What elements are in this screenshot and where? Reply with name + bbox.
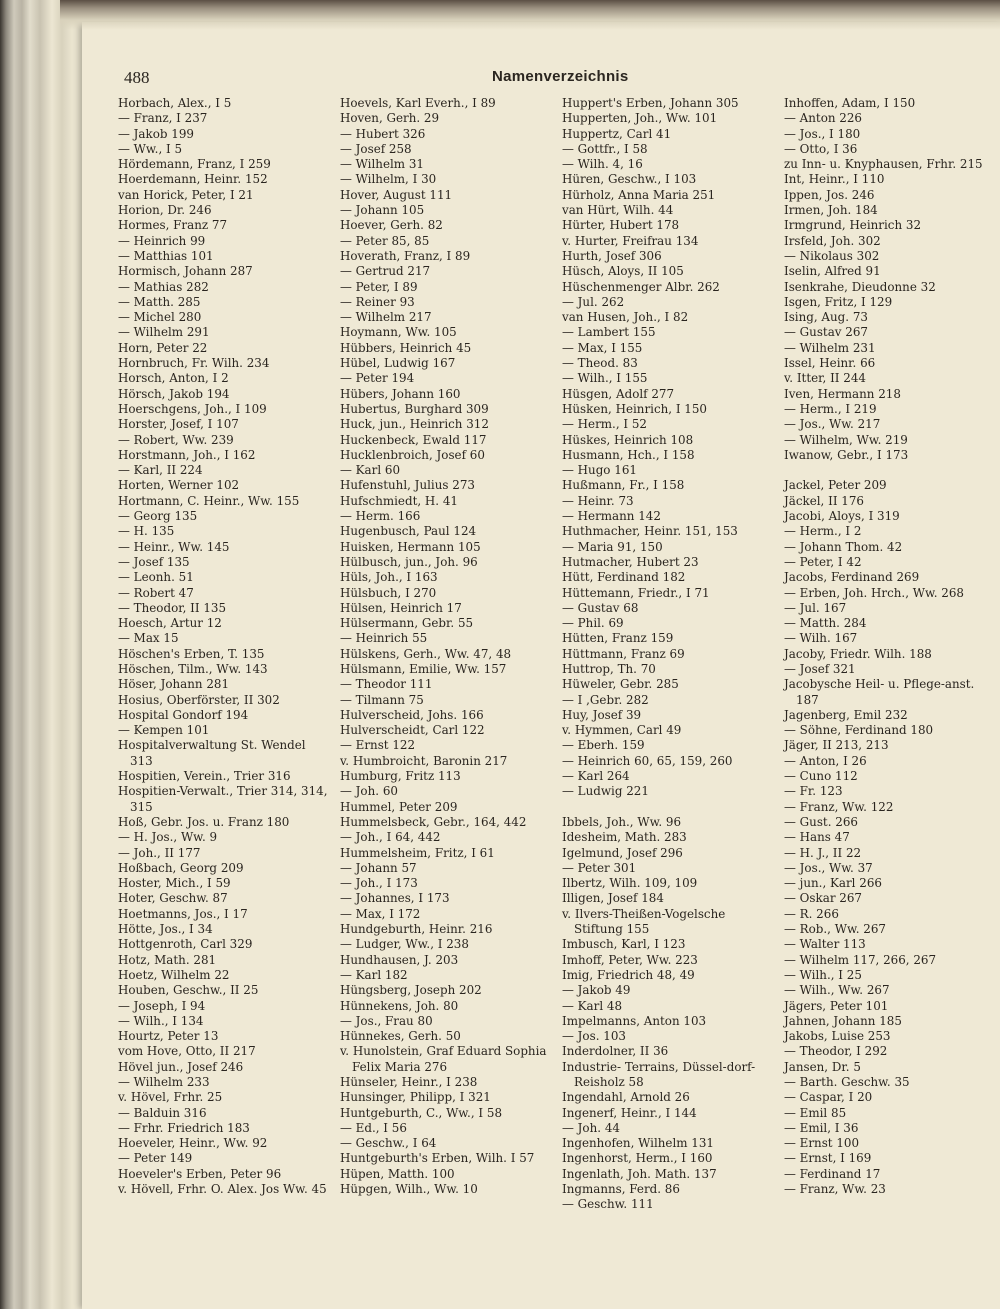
index-entry: — Max, I 155 <box>562 340 643 355</box>
index-entry: Hoß, Gebr. Jos. u. Franz 180 <box>118 814 290 829</box>
index-entry: — Theodor, I 292 <box>784 1044 888 1059</box>
index-entry: — Robert, Ww. 239 <box>118 432 234 447</box>
index-entry: Hospitien-Verwalt., Trier 314, 314, 315 <box>118 784 328 814</box>
index-entry: Horstmann, Joh., I 162 <box>118 447 256 462</box>
index-entry: Jägers, Peter 101 <box>784 998 889 1013</box>
index-entry: — Lambert 155 <box>562 325 656 340</box>
index-entry: — Wilh., Ww. 267 <box>784 983 890 998</box>
index-entry: Hoeveler, Heinr., Ww. 92 <box>118 1136 268 1151</box>
index-entry: Horsch, Anton, I 2 <box>118 371 229 386</box>
index-entry: Iven, Hermann 218 <box>784 386 901 401</box>
index-entry: Issel, Heinr. 66 <box>784 356 876 371</box>
index-entry: — Emil 85 <box>784 1105 847 1120</box>
index-entry: — Heinr. 73 <box>562 493 634 508</box>
index-entry: van Horick, Peter, I 21 <box>118 187 254 202</box>
index-entry: Hugenbusch, Paul 124 <box>340 524 477 539</box>
index-entry: — Jul. 167 <box>784 600 847 615</box>
index-entry: Höschen, Tilm., Ww. 143 <box>118 661 268 676</box>
index-entry: — Max 15 <box>118 631 179 646</box>
index-entry: Huppertz, Carl 41 <box>562 126 672 141</box>
index-entry: Jansen, Dr. 5 <box>784 1059 861 1074</box>
index-entry: — Wilhelm 291 <box>118 325 210 340</box>
index-entry: Irmen, Joh. 184 <box>784 203 878 218</box>
index-entry: v. Humbroicht, Baronin 217 <box>340 753 508 768</box>
index-entry: — Barth. Geschw. 35 <box>784 1075 910 1089</box>
index-entry: Hüls, Joh., I 163 <box>340 570 438 585</box>
index-entry: Hoerdemann, Heinr. 152 <box>118 172 268 187</box>
index-entry: — Ernst, I 169 <box>784 1151 872 1166</box>
index-entry: — Gustav 267 <box>784 325 868 340</box>
page-number: 488 <box>124 68 150 87</box>
index-entry: Hoetz, Wilhelm 22 <box>118 967 230 982</box>
index-entry: — Kempen 101 <box>118 723 210 738</box>
index-entry: Isgen, Fritz, I 129 <box>784 294 893 309</box>
index-entry: Hufschmiedt, H. 41 <box>340 493 458 508</box>
index-entry: Ilbertz, Wilh. 109, 109 <box>562 876 698 891</box>
index-entry: — Wilhelm 117, 266, 267 <box>784 952 937 967</box>
index-entry: — Hugo 161 <box>562 463 637 478</box>
index-entry: Hülsermann, Gebr. 55 <box>340 616 474 631</box>
index-entry: — Ludwig 221 <box>562 784 649 799</box>
index-entry: Hoster, Mich., I 59 <box>118 876 231 891</box>
index-entry: — Joh., I 64, 442 <box>340 830 441 845</box>
index-entry: Hupperten, Joh., Ww. 101 <box>562 111 718 126</box>
index-entry: — H. 135 <box>118 524 175 539</box>
index-entry: Huntgeburth's Erben, Wilh. I 57 <box>340 1151 535 1166</box>
index-entry: Ising, Aug. 73 <box>784 310 868 325</box>
index-entry: — Otto, I 36 <box>784 141 858 156</box>
index-entry: — Hans 47 <box>784 830 850 845</box>
index-entry: Jacoby, Friedr. Wilh. 188 <box>784 646 932 661</box>
index-entry: Hüpen, Matth. 100 <box>340 1166 455 1181</box>
index-entry: Höschen's Erben, T. 135 <box>118 646 265 661</box>
index-entry: Hoven, Gerh. 29 <box>340 111 440 126</box>
index-entry: Jäger, II 213, 213 <box>784 738 889 753</box>
index-entry: Hülsen, Heinrich 17 <box>340 600 462 615</box>
index-entry: — Leonh. 51 <box>118 570 194 585</box>
index-entry: — Anton, I 26 <box>784 753 867 768</box>
index-entry: Ibbels, Joh., Ww. 96 <box>562 814 682 829</box>
index-entry: Hülskens, Gerh., Ww. 47, 48 <box>340 646 512 661</box>
index-entry: Hoymann, Ww. 105 <box>340 325 457 340</box>
index-entry: Jacobysche Heil- u. Pflege-anst. 187 <box>784 677 975 707</box>
index-entry: — Joh. 44 <box>562 1120 620 1135</box>
index-entry: van Husen, Joh., I 82 <box>562 310 689 325</box>
index-entry: Horster, Josef, I 107 <box>118 417 239 432</box>
index-entry: — Wilh., I 155 <box>562 371 648 386</box>
index-entry: Horbach, Alex., I 5 <box>118 96 232 110</box>
index-entry: v. Ilvers-Theißen-Vogelsche Stiftung 155 <box>562 906 726 937</box>
index-entry: Hütt, Ferdinand 182 <box>562 570 686 585</box>
index-column-2 <box>340 96 554 1197</box>
index-entry: Hundgeburth, Heinr. 216 <box>340 922 493 937</box>
index-entry: v. Hurter, Freifrau 134 <box>562 233 699 248</box>
index-entry: — Heinrich 99 <box>118 233 206 248</box>
index-entry: Hover, August 111 <box>340 187 453 202</box>
index-entry: Ippen, Jos. 246 <box>784 187 875 202</box>
index-entry: — Emil, I 36 <box>784 1120 859 1135</box>
index-entry: — Hermann 142 <box>562 509 661 524</box>
index-entry: — Jos. 103 <box>562 1029 626 1044</box>
index-entry: Huisken, Hermann 105 <box>340 539 481 554</box>
index-entry: Huckenbeck, Ewald 117 <box>340 432 487 447</box>
index-entry: Huthmacher, Heinr. 151, 153 <box>562 524 738 539</box>
index-entry: Hospital Gondorf 194 <box>118 707 249 722</box>
index-entry: Hübbers, Heinrich 45 <box>340 340 472 355</box>
index-entry: Irsfeld, Joh. 302 <box>784 233 881 248</box>
index-entry: Hufenstuhl, Julius 273 <box>340 478 475 493</box>
index-entry: — Jos., Ww. 217 <box>784 417 881 432</box>
index-entry: Hülbusch, jun., Joh. 96 <box>340 554 478 569</box>
index-entry: — Theodor 111 <box>340 677 433 692</box>
index-entry: Hüpgen, Wilh., Ww. 10 <box>340 1182 478 1197</box>
index-entry: — Peter 85, 85 <box>340 233 430 248</box>
index-entry: — H. J., II 22 <box>784 845 862 860</box>
index-entry: — Wilh., I 134 <box>118 1013 204 1028</box>
index-entry: — Walter 113 <box>784 937 866 952</box>
index-entry: v. Hövell, Frhr. O. Alex. Jos Ww. 45 <box>118 1182 327 1197</box>
index-entry: Hucklenbroich, Josef 60 <box>340 447 485 462</box>
index-entry: — Georg 135 <box>118 509 198 524</box>
index-entry: — Jakob 49 <box>562 983 631 998</box>
index-entry: vom Hove, Otto, II 217 <box>118 1044 256 1059</box>
index-entry: — jun., Karl 266 <box>784 876 882 891</box>
index-entry: Ingenhofen, Wilhelm 131 <box>562 1136 715 1151</box>
index-entry: — Karl 48 <box>562 998 623 1013</box>
index-entry: Hötte, Jos., I 34 <box>118 922 213 937</box>
index-entry: — Herm., I 2 <box>784 524 862 539</box>
index-entry: — Heinr., Ww. 145 <box>118 539 230 554</box>
section-gap <box>562 800 776 815</box>
index-entry: — Anton 226 <box>784 111 862 126</box>
index-entry: Hövel jun., Josef 246 <box>118 1059 244 1074</box>
index-entry: Hospitalverwaltung St. Wendel 313 <box>118 738 306 768</box>
index-entry: Hünnekens, Joh. 80 <box>340 998 459 1013</box>
index-entry: Hoverath, Franz, I 89 <box>340 248 471 263</box>
index-entry: Industrie- Terrains, Düssel-dorf-Reisholz 58 <box>562 1059 756 1089</box>
index-entry: Hubertus, Burghard 309 <box>340 401 489 416</box>
index-entry: Hotz, Math. 281 <box>118 952 217 967</box>
index-entry: — Wilhelm 231 <box>784 340 876 355</box>
index-entry: Hottgenroth, Carl 329 <box>118 937 253 952</box>
index-entry: — Theod. 83 <box>562 356 638 371</box>
index-entry: Ingmanns, Ferd. 86 <box>562 1182 680 1197</box>
index-entry: v. Hymmen, Carl 49 <box>562 723 682 738</box>
index-entry: — Wilhelm 217 <box>340 310 432 325</box>
index-entry: Isenkrahe, Dieudonne 32 <box>784 279 936 294</box>
page-title: Namenverzeichnis <box>492 68 629 85</box>
index-entry: — Erben, Joh. Hrch., Ww. 268 <box>784 585 964 600</box>
index-entry: Hünnekes, Gerh. 50 <box>340 1029 461 1044</box>
index-column-4 <box>784 96 994 1197</box>
index-entry: Impelmanns, Anton 103 <box>562 1013 707 1028</box>
index-entry: Hummel, Peter 209 <box>340 799 458 814</box>
index-entry: — Wilhelm, I 30 <box>340 172 437 187</box>
index-entry: — Herm., I 52 <box>562 417 647 432</box>
index-entry: Huy, Josef 39 <box>562 707 642 722</box>
index-entry: — Jos., I 180 <box>784 126 861 141</box>
index-entry: Hornbruch, Fr. Wilh. 234 <box>118 356 270 371</box>
index-entry: — Rob., Ww. 267 <box>784 922 886 937</box>
index-entry: — Herm. 166 <box>340 509 421 524</box>
index-entry: v. Hunolstein, Graf Eduard Sophia Felix Maria 276 <box>340 1044 547 1074</box>
index-entry: Houben, Geschw., II 25 <box>118 983 259 998</box>
index-entry: — Gust. 266 <box>784 814 858 829</box>
index-entry: — Ernst 100 <box>784 1136 860 1151</box>
index-entry: — Ed., I 56 <box>340 1120 407 1135</box>
index-entry: — Matth. 284 <box>784 616 867 631</box>
index-entry: Hördemann, Franz, I 259 <box>118 157 271 172</box>
top-page-shadow <box>60 0 1000 30</box>
index-entry: — Karl 60 <box>340 463 401 478</box>
index-entry: Jacobi, Aloys, I 319 <box>784 509 900 524</box>
index-entry: — Theodor, II 135 <box>118 600 227 615</box>
index-entry: — Johann 57 <box>340 860 417 875</box>
index-entry: — Peter 301 <box>562 860 637 875</box>
index-entry: — Jul. 262 <box>562 294 625 309</box>
index-entry: Hoetmanns, Jos., I 17 <box>118 906 248 921</box>
index-entry: Hosius, Oberförster, II 302 <box>118 692 280 707</box>
section-gap <box>784 463 994 478</box>
index-entry: Humburg, Fritz 113 <box>340 769 461 784</box>
index-entry: — Phil. 69 <box>562 616 624 631</box>
index-entry: — Oskar 267 <box>784 891 862 906</box>
index-entry: — Herm., I 219 <box>784 401 877 416</box>
index-entry: Hoerschgens, Joh., I 109 <box>118 401 267 416</box>
index-entry: — Jos., Ww. 37 <box>784 860 873 875</box>
index-entry: Huck, jun., Heinrich 312 <box>340 417 489 432</box>
index-entry: Hospitien, Verein., Trier 316 <box>118 769 291 784</box>
index-entry: Hüschenmenger Albr. 262 <box>562 279 720 294</box>
index-entry: Hüsgen, Adolf 277 <box>562 386 675 401</box>
index-entry: Inderdolner, II 36 <box>562 1044 669 1059</box>
index-entry: — Ernst 122 <box>340 738 416 753</box>
index-entry: — I ,Gebr. 282 <box>562 692 649 707</box>
index-entry: Horn, Peter 22 <box>118 340 208 355</box>
index-entry: — Joh., I 173 <box>340 876 418 891</box>
index-entry: — Matthias 101 <box>118 248 214 263</box>
index-entry: Jäckel, II 176 <box>784 493 864 508</box>
index-entry: — Max, I 172 <box>340 906 421 921</box>
index-entry: — Heinrich 60, 65, 159, 260 <box>562 753 733 768</box>
index-entry: — Ww., I 5 <box>118 141 183 156</box>
index-entry: Hormisch, Johann 287 <box>118 264 253 279</box>
index-entry: Igelmund, Josef 296 <box>562 845 683 860</box>
index-entry: zu Inn- u. Knyphausen, Frhr. 215 <box>784 157 983 172</box>
index-entry: Hortmann, C. Heinr., Ww. 155 <box>118 493 300 508</box>
index-entry: — Joseph, I 94 <box>118 998 206 1013</box>
index-entry: — Peter, I 89 <box>340 279 418 294</box>
index-entry: Illigen, Josef 184 <box>562 891 664 906</box>
index-entry: — Matth. 285 <box>118 294 201 309</box>
index-entry: Jakobs, Luise 253 <box>784 1029 891 1044</box>
index-entry: — Joh. 60 <box>340 784 398 799</box>
index-entry: — Karl, II 224 <box>118 463 203 478</box>
index-entry: — Frhr. Friedrich 183 <box>118 1120 250 1135</box>
index-entry: Ingenlath, Joh. Math. 137 <box>562 1166 717 1181</box>
index-entry: — Eberh. 159 <box>562 738 645 753</box>
index-entry: — Reiner 93 <box>340 294 415 309</box>
index-entry: Hübers, Johann 160 <box>340 386 461 401</box>
index-entry: Hütten, Franz 159 <box>562 631 674 646</box>
index-entry: — Hubert 326 <box>340 126 426 141</box>
index-entry: Hüsken, Heinrich, I 150 <box>562 401 707 416</box>
index-entry: Jahnen, Johann 185 <box>784 1013 902 1028</box>
index-entry: — Peter 194 <box>340 371 415 386</box>
index-entry: Husmann, Hch., I 158 <box>562 447 695 462</box>
index-entry: — Peter, I 42 <box>784 554 862 569</box>
index-entry: — Johann 105 <box>340 203 425 218</box>
index-entry: Hormes, Franz 77 <box>118 218 228 233</box>
index-entry: — Karl 264 <box>562 769 630 784</box>
index-entry: Hoeveler's Erben, Peter 96 <box>118 1166 282 1181</box>
index-entry: Hüngsberg, Joseph 202 <box>340 983 482 998</box>
index-entry: — Gottfr., I 58 <box>562 141 648 156</box>
index-entry: Ingenerf, Heinr., I 144 <box>562 1105 697 1120</box>
index-entry: Jagenberg, Emil 232 <box>784 707 908 722</box>
index-entry: Hurth, Josef 306 <box>562 248 662 263</box>
index-entry: Idesheim, Math. 283 <box>562 830 687 845</box>
index-entry: — Jakob 199 <box>118 126 194 141</box>
index-entry: Hoter, Geschw. 87 <box>118 891 228 906</box>
index-entry: — Michel 280 <box>118 310 202 325</box>
index-entry: — Wilhelm 233 <box>118 1075 210 1089</box>
index-entry: Hüren, Geschw., I 103 <box>562 172 697 187</box>
index-entry: — Fr. 123 <box>784 784 843 799</box>
index-entry: Hülsbuch, I 270 <box>340 585 437 600</box>
index-entry: Hummelsheim, Fritz, I 61 <box>340 845 495 860</box>
index-entry: Hoevels, Karl Everh., I 89 <box>340 96 496 110</box>
index-entry: Höser, Johann 281 <box>118 677 230 692</box>
index-entry: — Gustav 68 <box>562 600 639 615</box>
index-entry: — Heinrich 55 <box>340 631 428 646</box>
index-entry: v. Itter, II 244 <box>784 371 866 386</box>
index-entry: Hüskes, Heinrich 108 <box>562 432 694 447</box>
index-column-3 <box>562 96 776 1213</box>
index-entry: Hunsinger, Philipp, I 321 <box>340 1090 491 1105</box>
index-entry: Int, Heinr., I 110 <box>784 172 885 187</box>
index-entry: — Josef 321 <box>784 661 856 676</box>
index-entry: — Wilh. 167 <box>784 631 858 646</box>
index-entry: — Geschw. 111 <box>562 1197 654 1212</box>
index-entry: — Wilh. 4, 16 <box>562 157 643 172</box>
index-entry: Irmgrund, Heinrich 32 <box>784 218 922 233</box>
index-entry: — Ferdinand 17 <box>784 1166 881 1181</box>
index-entry: Hürholz, Anna Maria 251 <box>562 187 716 202</box>
index-entry: — Wilhelm 31 <box>340 157 424 172</box>
index-entry: Iwanow, Gebr., I 173 <box>784 447 909 462</box>
index-entry: — Gertrud 217 <box>340 264 431 279</box>
index-entry: Ingendahl, Arnold 26 <box>562 1090 690 1105</box>
index-entry: Hüttmann, Franz 69 <box>562 646 685 661</box>
index-entry: — Franz, Ww. 122 <box>784 799 894 814</box>
index-entry: Hourtz, Peter 13 <box>118 1029 219 1044</box>
index-entry: Jackel, Peter 209 <box>784 478 887 493</box>
index-entry: Hoßbach, Georg 209 <box>118 860 244 875</box>
index-entry: — Josef 135 <box>118 554 190 569</box>
index-entry: Hüweler, Gebr. 285 <box>562 677 679 692</box>
index-entry: Hoever, Gerh. 82 <box>340 218 443 233</box>
index-entry: Hundhausen, J. 203 <box>340 952 459 967</box>
index-entry: — Cuno 112 <box>784 769 858 784</box>
index-column-1 <box>118 96 328 1197</box>
index-entry: Huntgeburth, C., Ww., I 58 <box>340 1105 503 1120</box>
index-entry: Hürter, Hubert 178 <box>562 218 680 233</box>
index-entry: — Franz, Ww. 23 <box>784 1182 886 1197</box>
index-entry: — Joh., II 177 <box>118 845 201 860</box>
index-entry: Huttrop, Th. 70 <box>562 661 656 676</box>
index-entry: Imbusch, Karl, I 123 <box>562 937 686 952</box>
index-entry: — Ludger, Ww., I 238 <box>340 937 469 952</box>
index-entry: Inhoffen, Adam, I 150 <box>784 96 916 110</box>
index-entry: — Peter 149 <box>118 1151 193 1166</box>
index-entry: Jacobs, Ferdinand 269 <box>784 570 920 585</box>
index-entry: — Wilh., I 25 <box>784 967 862 982</box>
index-entry: van Hürt, Wilh. 44 <box>562 203 674 218</box>
index-entry: — H. Jos., Ww. 9 <box>118 830 218 845</box>
index-entry: Hulverscheidt, Carl 122 <box>340 723 485 738</box>
index-entry: v. Hövel, Frhr. 25 <box>118 1090 223 1105</box>
index-entry: Huppert's Erben, Johann 305 <box>562 96 739 110</box>
index-entry: Hörsch, Jakob 194 <box>118 386 230 401</box>
index-entry: — Robert 47 <box>118 585 194 600</box>
index-entry: Hülsmann, Emilie, Ww. 157 <box>340 661 507 676</box>
index-entry: — R. 266 <box>784 906 839 921</box>
index-entry: Hüsch, Aloys, II 105 <box>562 264 684 279</box>
index-entry: — Jos., Frau 80 <box>340 1013 433 1028</box>
index-entry: — Johannes, I 173 <box>340 891 450 906</box>
index-entry: Horion, Dr. 246 <box>118 203 212 218</box>
index-entry: Hüttemann, Friedr., I 71 <box>562 585 710 600</box>
index-entry: Imig, Friedrich 48, 49 <box>562 967 695 982</box>
index-entry: Hutmacher, Hubert 23 <box>562 554 699 569</box>
index-entry: — Tilmann 75 <box>340 692 424 707</box>
index-entry: — Nikolaus 302 <box>784 248 880 263</box>
index-entry: Hünseler, Heinr., I 238 <box>340 1075 478 1089</box>
index-entry: Hübel, Ludwig 167 <box>340 356 456 371</box>
index-entry: — Maria 91, 150 <box>562 539 663 554</box>
index-entry: — Franz, I 237 <box>118 111 208 126</box>
index-entry: Hulverscheid, Johs. 166 <box>340 707 484 722</box>
index-entry: — Balduin 316 <box>118 1105 207 1120</box>
index-entry: — Caspar, I 20 <box>784 1090 873 1105</box>
index-entry: Hoesch, Artur 12 <box>118 616 222 631</box>
index-entry: Hußmann, Fr., I 158 <box>562 478 685 493</box>
index-entry: — Wilhelm, Ww. 219 <box>784 432 908 447</box>
index-entry: Hummelsbeck, Gebr., 164, 442 <box>340 814 527 829</box>
index-entry: — Geschw., I 64 <box>340 1136 437 1151</box>
index-entry: Imhoff, Peter, Ww. 223 <box>562 952 698 967</box>
index-entry: Ingenhorst, Herm., I 160 <box>562 1151 713 1166</box>
index-entry: — Johann Thom. 42 <box>784 539 903 554</box>
index-entry: Iselin, Alfred 91 <box>784 264 881 279</box>
index-entry: — Josef 258 <box>340 141 412 156</box>
index-entry: — Karl 182 <box>340 967 408 982</box>
index-entry: Horten, Werner 102 <box>118 478 240 493</box>
index-entry: — Mathias 282 <box>118 279 209 294</box>
index-entry: — Söhne, Ferdinand 180 <box>784 723 934 738</box>
